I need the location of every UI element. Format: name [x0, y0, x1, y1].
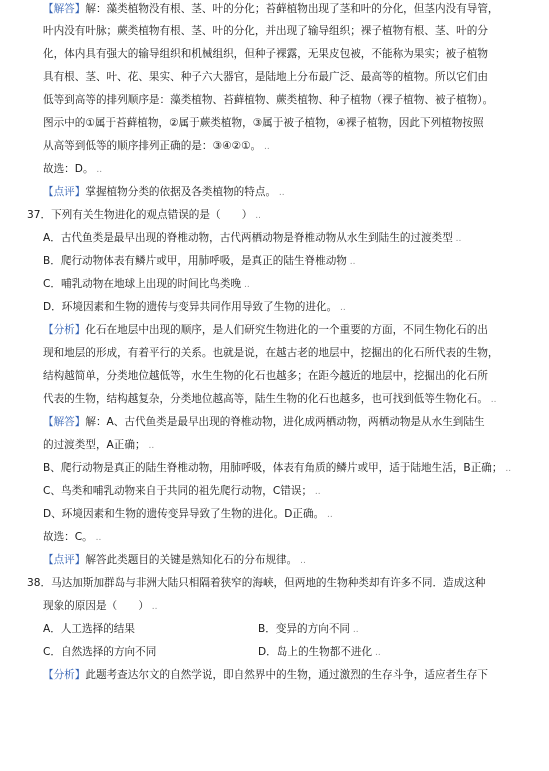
text-line — [43, 415, 541, 429]
paragraph-mark: .. — [148, 602, 158, 612]
text-line — [43, 70, 541, 84]
text-line — [43, 599, 541, 614]
line-text: C．哺乳动物在地球上出现的时间比鸟类晚 — [43, 278, 242, 290]
line-text: 现象的原因是（ ） — [43, 600, 149, 612]
line-text: D．岛上的生物都不进化 — [258, 646, 373, 658]
text-line — [43, 2, 541, 16]
paragraph-mark: .. — [297, 556, 306, 566]
line-text: C．自然选择的方向不同 — [43, 646, 157, 658]
section-tag: 【分析】 — [43, 324, 86, 336]
line-text: D．环境因素和生物的遗传与变异共同作用导致了生物的进化。 — [43, 301, 338, 313]
text-line — [43, 530, 541, 545]
line-text: 叶内没有叶脉；蕨类植物有根、茎、叶的分化，并出现了输导组织；裸子植物有根、茎、叶的分 — [43, 25, 488, 37]
line-text: 此题考查达尔文的自然学说，即自然界中的生物，通过激烈的生存斗争，适应者生存下 — [85, 669, 488, 681]
line-text: D、环境因素和生物的遗传变异导致了生物的进化。D正确。 — [43, 508, 325, 520]
section-tag: 【分析】 — [43, 669, 86, 681]
paragraph-mark: .. — [312, 487, 321, 497]
text-line — [43, 24, 541, 38]
paragraph-mark: .. — [337, 303, 346, 313]
line-text: A．人工选择的结果 — [43, 623, 135, 635]
line-text: 解：A、古代鱼类是最早出现的脊椎动物，进化成两栖动物，两栖动物是从水生到陆生 — [85, 416, 485, 428]
paragraph-mark: .. — [92, 533, 102, 543]
line-text: 图示中的①属于苔藓植物，②属于蕨类植物，③属于被子植物，④裸子植物，因此下列植物按照 — [43, 117, 484, 129]
line-text: B、爬行动物是真正的陆生脊椎动物，用肺呼吸，体表有角质的鳞片或甲，适于陆地生活，B正确； — [43, 462, 503, 474]
paragraph-mark: .. — [93, 165, 103, 175]
line-text: 故选：D。 — [43, 163, 94, 175]
paragraph-mark: .. — [252, 211, 261, 221]
text-line — [43, 47, 541, 61]
text-line — [43, 162, 541, 177]
text-line — [43, 323, 541, 337]
section-tag: 【点评】 — [43, 554, 86, 566]
paragraph-mark: .. — [241, 280, 250, 290]
text-line — [43, 277, 541, 292]
paragraph-mark: .. — [145, 441, 155, 451]
text-line — [43, 139, 541, 154]
line-text: B．爬行动物体表有鳞片或甲，用肺呼吸，是真正的陆生脊椎动物 — [43, 255, 347, 267]
text-line — [43, 484, 541, 499]
line-text: 从高等到低等的顺序排列正确的是：③④②①。 — [43, 140, 262, 152]
paragraph-mark: .. — [261, 142, 270, 152]
line-text: 化石在地层中出现的顺序，是人们研究生物进化的一个重要的方面，不同生物化石的出 — [85, 324, 488, 336]
text-line — [43, 553, 541, 568]
text-line — [43, 185, 541, 200]
text-line — [43, 254, 541, 269]
text-line — [43, 93, 541, 107]
paragraph-mark: .. — [276, 188, 285, 198]
line-text: 解：藻类植物没有根、茎、叶的分化；苔藓植物出现了茎和叶的分化，但茎内没有导管， — [85, 3, 499, 15]
text-line — [43, 507, 541, 522]
paragraph-mark: .. — [350, 625, 359, 635]
line-text: 现和地层的形成，有着平行的关系。也就是说，在越古老的地层中，挖掘出的化石所代表的生物， — [43, 347, 499, 359]
text-line — [43, 231, 541, 246]
text-line — [27, 576, 541, 590]
text-line — [43, 116, 541, 130]
text-line — [43, 346, 541, 360]
line-text: 故选：C。 — [43, 531, 93, 543]
line-text: 结构越简单，分类地位越低等，水生生物的化石也越多；在距今越近的地层中，挖掘出的化石所 — [43, 370, 488, 382]
paragraph-mark: .. — [487, 395, 497, 405]
line-text: A．古代鱼类是最早出现的脊椎动物，古代两栖动物是脊椎动物从水生到陆生的过渡类型 — [43, 232, 453, 244]
line-text: B．变异的方向不同 — [258, 623, 351, 635]
paragraph-mark: .. — [346, 257, 356, 267]
paragraph-mark: .. — [372, 648, 381, 658]
text-line — [258, 645, 541, 660]
paragraph-mark: .. — [502, 464, 512, 474]
text-line — [27, 208, 541, 223]
line-text: 37．下列有关生物进化的观点错误的是（ ） — [27, 209, 253, 221]
section-tag: 【解答】 — [43, 3, 86, 15]
line-text: 掌握植物分类的依据及各类植物的特点。 — [85, 186, 277, 198]
line-text: 解答此类题目的关键是熟知化石的分布规律。 — [85, 554, 298, 566]
text-line — [43, 461, 541, 476]
section-tag: 【解答】 — [43, 416, 86, 428]
paragraph-mark: .. — [324, 510, 333, 520]
text-line — [258, 622, 541, 637]
line-text: 化，体内具有强大的输导组织和机械组织，但种子裸露，无果皮包被，不能称为果实；被子植物 — [43, 48, 488, 60]
line-text: 代表的生物，结构越复杂，分类地位越高等，陆生生物的化石也越多，也可找到低等生物化石。 — [43, 393, 488, 405]
section-tag: 【点评】 — [43, 186, 86, 198]
line-text: 38．马达加斯加群岛与非洲大陆只相隔着狭窄的海峡，但两地的生物种类却有许多不同．造成这种 — [27, 577, 486, 589]
text-line — [43, 369, 541, 383]
text-line — [43, 300, 541, 315]
line-text: 具有根、茎、叶、花、果实、种子六大器官，是陆地上分布最广泛、最高等的植物。所以它们由 — [43, 71, 488, 83]
text-line — [43, 392, 541, 407]
line-text: 低等到高等的排列顺序是：藻类植物、苔藓植物、蕨类植物、种子植物（裸子植物、被子植物）。 — [43, 94, 494, 106]
paragraph-mark: .. — [452, 234, 462, 244]
text-line — [43, 438, 541, 453]
text-line — [43, 668, 541, 682]
line-text: C、鸟类和哺乳动物来自于共同的祖先爬行动物，C错误； — [43, 485, 313, 497]
line-text: 的过渡类型，A正确； — [43, 439, 146, 451]
